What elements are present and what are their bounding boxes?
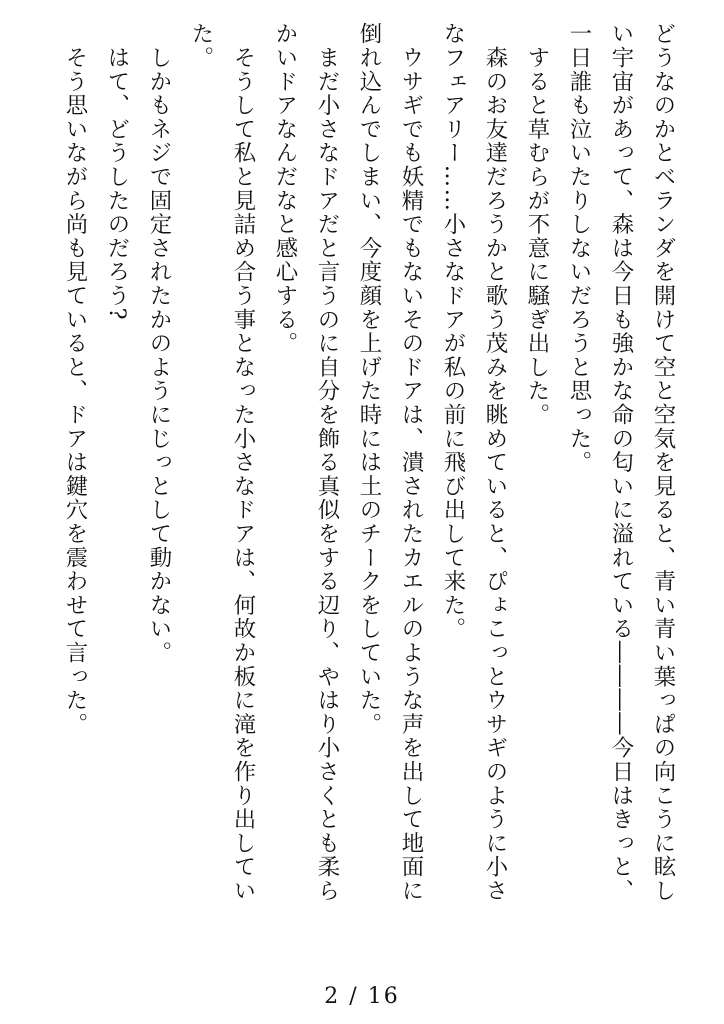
paragraph-3: 森のお友達だろうかと歌う茂みを眺めていると、ぴょこっとウサギのように小さなフェアリー……小さなドアが私の前に飛び出して来た。 <box>440 22 508 903</box>
paragraph-5: まだ小さなドアだと言うのに自分を飾る真似をする辺り、やはり小さくとも柔らかいドアなんだなと感心する。 <box>272 22 340 903</box>
page-number <box>0 982 724 1012</box>
paragraph-4: ウサギでも妖精でもないそのドアは、潰されたカエルのような声を出して地面に倒れ込んでしまい、今度顔を上げた時には土のチークをしていた。 <box>356 22 424 903</box>
vertical-text-area <box>34 22 684 922</box>
page-total: 16 <box>367 984 400 1009</box>
paragraph-1: どうなのかとベランダを開けて空と空気を見ると、青い青い葉っぱの向こうに眩しい宇宙があって、森は今日も強かな命の匂いに溢れている――――今日はきっと、一日誰も泣いたりしないだろうと思った。 <box>566 22 676 903</box>
paragraph-7: しかもネジで固定されたかのようにじっとして動かない。 <box>146 22 172 665</box>
paragraph-9: そう思いながら尚も見ていると、ドアは鍵穴を震わせて言った。 <box>62 22 88 736</box>
paragraph-2: すると草むらが不意に騒ぎ出した。 <box>524 22 550 427</box>
page-current: 2 <box>324 984 341 1009</box>
paragraph-8: はて、どうしたのだろう? <box>104 22 130 322</box>
paragraph-6: そうして私と見詰め合う事となった小さなドアは、何故か板に滝を作り出していた。 <box>188 22 256 903</box>
page-separator: / <box>349 984 359 1009</box>
